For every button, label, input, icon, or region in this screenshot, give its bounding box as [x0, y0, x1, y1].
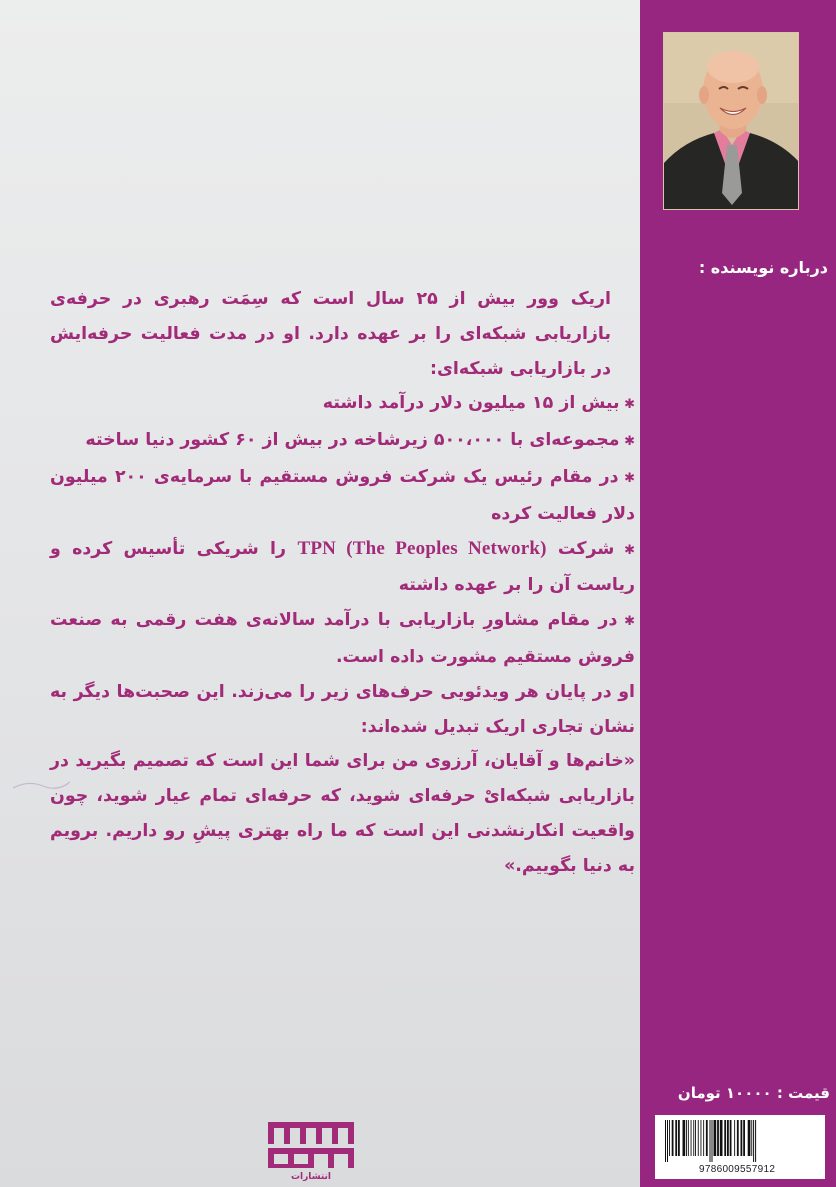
- publisher-caption: انتشارات: [291, 1172, 331, 1182]
- bio-quote: «خانم‌ها و آقایان، آرزوی من برای شما این است که تصمیم بگیرید در بازاریابی شبکه‌ایْ حرفه‌ای شوید، که حرفه‌ای تمام عیار شوید، چون واقعیت انکارنشدنی این است که ما راه بهتری پیشِ رو داریم. برویم به دنیا بگوییم.»: [50, 751, 635, 876]
- barcode-guard-bar: [753, 1120, 754, 1162]
- barcode-bar: [720, 1120, 723, 1156]
- barcode-bar: [669, 1120, 670, 1156]
- barcode-bar: [675, 1120, 677, 1156]
- author-bio: [50, 282, 635, 884]
- bio-closing: او در پایان هر ویدئویی حرف‌های زیر را می‌زند. این صحبت‌ها دیگر به نشان تجاری اریک تبدیل شده‌اند:: [50, 681, 635, 737]
- barcode-bar: [686, 1120, 687, 1156]
- publisher-logo-bottom: گویا: [310, 1170, 312, 1171]
- barcode-bar: [751, 1120, 752, 1156]
- barcode-bar: [741, 1120, 743, 1156]
- barcode-guard-bar: [712, 1120, 713, 1162]
- publisher-logo-top: اندیشه: [309, 1145, 313, 1146]
- barcode-bar: [737, 1120, 739, 1156]
- barcode-bar: [693, 1120, 694, 1156]
- author-photo: [663, 32, 799, 210]
- barcode-guard-bar: [667, 1120, 668, 1162]
- bio-bullet-5: ✱ در مقام مشاورِ بازاریابی با درآمد سالانه‌ی هفت رقمی به صنعت فروش مستقیم مشورت داده است.: [50, 603, 635, 675]
- ink-scuff-mark: [8, 770, 78, 800]
- barcode-bar: [743, 1120, 745, 1156]
- barcode-bar: [748, 1120, 751, 1156]
- barcode-bar: [688, 1120, 689, 1156]
- bio-bullet-4-company: TPN (The Peoples Network): [297, 537, 547, 559]
- about-author-label: درباره نویسنده :: [698, 258, 828, 277]
- bio-intro: اریک وور بیش از ۲۵ سال است که سِمَت رهبری در حرفه‌ی بازاریابی شبکه‌ای را بر عهده دارد. او در مدت فعالیت حرفه‌ایش در بازاریابی شبکه‌ای:: [50, 289, 612, 379]
- barcode-bar: [703, 1120, 704, 1156]
- publisher-logo: [262, 1118, 360, 1182]
- barcode-bar: [672, 1120, 674, 1156]
- bio-bullet-2: ✱ مجموعه‌ای با ۵۰۰،۰۰۰ زیرشاخه در بیش از ۶۰ کشور دنیا ساخته: [50, 423, 635, 460]
- bio-bullet-4: [50, 532, 635, 604]
- barcode-bar: [706, 1120, 708, 1156]
- bio-bullet-3: ✱ در مقام رئیس یک شرکت فروش مستقیم با سرمایه‌ی ۲۰۰ میلیون دلار فعالیت کرده: [50, 460, 635, 532]
- barcode-bar: [683, 1120, 686, 1156]
- bio-bullet-4-suffix: را شریکی تأسیس کرده و ریاست آن را بر عهده داشته: [50, 538, 635, 596]
- barcode-bar: [730, 1120, 732, 1156]
- barcode-bar: [724, 1120, 726, 1156]
- barcode-bar: [714, 1120, 717, 1156]
- barcode-bar: [734, 1120, 735, 1156]
- barcode-bars: [661, 1120, 819, 1162]
- barcode-bar: [717, 1120, 719, 1156]
- bio-bullet-1: ✱ بیش از ۱۵ میلیون دلار درآمد داشته: [50, 386, 635, 423]
- isbn-barcode: [655, 1115, 825, 1179]
- barcode-guard-bar: [710, 1120, 711, 1162]
- barcode-bar: [691, 1120, 692, 1156]
- barcode-bar: [698, 1120, 699, 1156]
- author-portrait-image: [664, 33, 799, 210]
- barcode-guard-bar: [665, 1120, 666, 1162]
- barcode-bar: [678, 1120, 680, 1156]
- barcode-bar: [695, 1120, 696, 1156]
- bio-bullet-4-prefix: شرکت: [557, 538, 615, 559]
- barcode-bar: [701, 1120, 702, 1156]
- barcode-bar: [727, 1120, 729, 1156]
- price-label: قیمت : ۱۰۰۰۰ تومان: [677, 1084, 830, 1102]
- barcode-guard-bar: [755, 1120, 756, 1162]
- isbn-number: 9786009557912: [699, 1164, 776, 1175]
